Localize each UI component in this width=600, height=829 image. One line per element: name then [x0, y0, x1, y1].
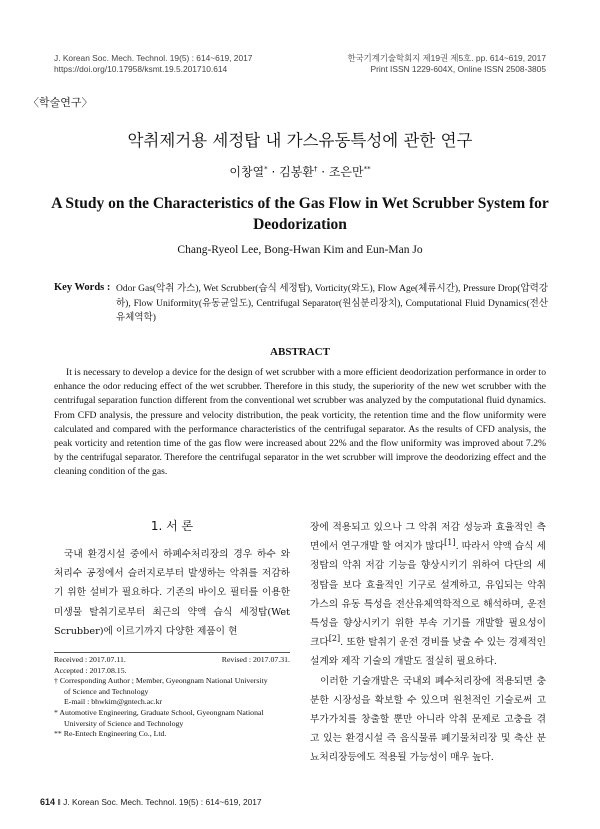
journal-citation-korean: 한국기계기술학회지 제19권 제5호. pp. 614~619, 2017: [347, 53, 546, 63]
introduction-left-column: 국내 환경시설 중에서 하폐수처리장의 경우 하수 와 처리수 공정에서 슬러지로부터 발생하는 악취를 저감하기 위한 설비가 필요하다. 기존의 바이오 필터를 이용한 미생물 탈취기로부터 최근의 약액 습식 세정탑(Wet Scrubber)에 이르기까지 다양한 제품이 현: [54, 549, 290, 637]
footer-citation: J. Korean Soc. Mech. Technol. 19(5) : 614~619, 2017: [63, 797, 262, 807]
journal-header-right: [347, 53, 546, 75]
paper-title-korean: 악취제거용 세정탑 내 가스유동특성에 관한 연구: [127, 131, 473, 150]
body-paragraph: 이러한 기술개발은 국내외 폐수처리장에 적용되면 충분한 시장성을 확보할 수 있으며 원천적인 기술로써 고부가가치를 창출할 뿐만 아니라 악취 문제로 고충을 겪고 있는 환경시설 즉 음식물류 폐기물처리장 및 축산 분뇨처리장등에도 적용될 가능성이 매우 높다.: [310, 675, 546, 764]
affiliation-mark: **: [363, 165, 371, 173]
citation-ref[interactable]: [1]: [444, 536, 456, 547]
paper-title-english: A Study on the Characteristics of the Gas Flow in Wet Scrubber System for Deodorization: [51, 195, 549, 233]
revised-date: Revised : 2017.07.31.: [221, 655, 290, 664]
author-name: 이창열: [229, 165, 265, 179]
author-separator: ·: [317, 165, 329, 179]
authors-korean: [0, 163, 600, 180]
author-separator: ·: [267, 165, 280, 179]
footnote-divider: [54, 652, 290, 653]
accepted-date: Accepted : 2017.08.15.: [54, 665, 127, 675]
affiliation-mark: *: [264, 165, 268, 173]
keywords-label: Key Words :: [54, 282, 111, 293]
doi-link[interactable]: https://doi.org/10.17958/ksmt.19.5.201710.614: [54, 64, 228, 74]
footer-separator: ‖: [55, 797, 64, 807]
issn-line: Print ISSN 1229-604X, Online ISSN 2508-3805: [370, 64, 546, 74]
affiliation-1-cont: University of Science and Technology: [64, 718, 184, 728]
page-number: 614: [40, 797, 56, 807]
corresponding-author-affiliation: of Science and Technology: [64, 686, 149, 696]
journal-citation: J. Korean Soc. Mech. Technol. 19(5) : 614~619, 2017: [54, 53, 253, 63]
keywords-text: Odor Gas(악취 가스), Wet Scrubber(습식 세정탑), Vorticity(와도), Flow Age(체류시간), Pressure Drop(압력강하), Flow Uniformity(유동균일도), Centrifugal Separator(원심분리장치), Computational Fluid Dynamics(전산유체역학): [116, 284, 548, 323]
introduction-right-column: [310, 518, 546, 768]
received-date: Received : 2017.07.11.: [54, 655, 126, 664]
corresponding-author: † Corresponding Author ; Member, Gyeongnam National University: [54, 676, 268, 686]
abstract-body: It is necessary to develop a device for the design of wet scrubber with a more efficient deodorization performance in order to enhance the odor reducing effect of the wet scrubber. Therefore in this study, the superiority of the new wet scrubber with the centrifugal separation function different from the conventional wet scrubber was analyzed by the computational fluid dynamics. From CFD analysis, the pressure and velocity distribution, the peak vorticity, the retention time and the flow uniformity were calculated and compared with the performance characteristics of the centrifugal separator. As the results of CFD analysis, the peak vorticity and retention time of the gas flow were increased about 22% and the flow uniformity was improved about 7.2% by the centrifugal separator. Therefore the centrifugal separator in the wet scrubber will improve the deodorizing effect and the cleaning condition of the gas.: [54, 367, 546, 478]
abstract-heading: ABSTRACT: [270, 346, 330, 358]
section-heading-introduction: 1. 서 론: [150, 519, 194, 533]
page-footer: [40, 797, 262, 807]
journal-header-left: [54, 53, 252, 75]
section-tag: 〈학술연구〉: [28, 96, 93, 109]
footnotes: [54, 655, 290, 740]
author-name: 김봉환: [279, 165, 314, 179]
affiliation-2: ** Re-Entech Engineering Co., Ltd.: [54, 729, 167, 739]
author-name: 조은만: [328, 165, 364, 179]
email[interactable]: E-mail : bhwkim@gntech.ac.kr: [64, 697, 163, 707]
affiliation-1: * Automotive Engineering, Graduate School, Gyeongnam National: [54, 707, 264, 717]
citation-ref[interactable]: [2]: [328, 632, 341, 643]
affiliation-mark: †: [313, 165, 318, 173]
authors-english: Chang-Ryeol Lee, Bong-Hwan Kim and Eun-Man Jo: [177, 244, 423, 256]
body-paragraph: 장에 적용되고 있으나 그 악취 저감 성능과 효율적인 측면에서 연구개발 할 여지가 많다[1]. 따라서 약액 습식 세정탑의 악취 저감 기능을 향상시키기 위하여 다단의 세정탑을 보다 효율적인 기구로 설계하고, 유입되는 악취 가스의 유동 특성을 전산유체역학적으로 해석하며, 운전 특성을 향상시키기 위한 부속 기기를 개발할 필요성이 크다[2]. 또한 탈취기 운전 경비를 낮출 수 있는 경제적인 설계와 제작 기술의 개발도 절실히 필요하다.: [310, 522, 546, 668]
received-revised-row: [54, 655, 290, 666]
